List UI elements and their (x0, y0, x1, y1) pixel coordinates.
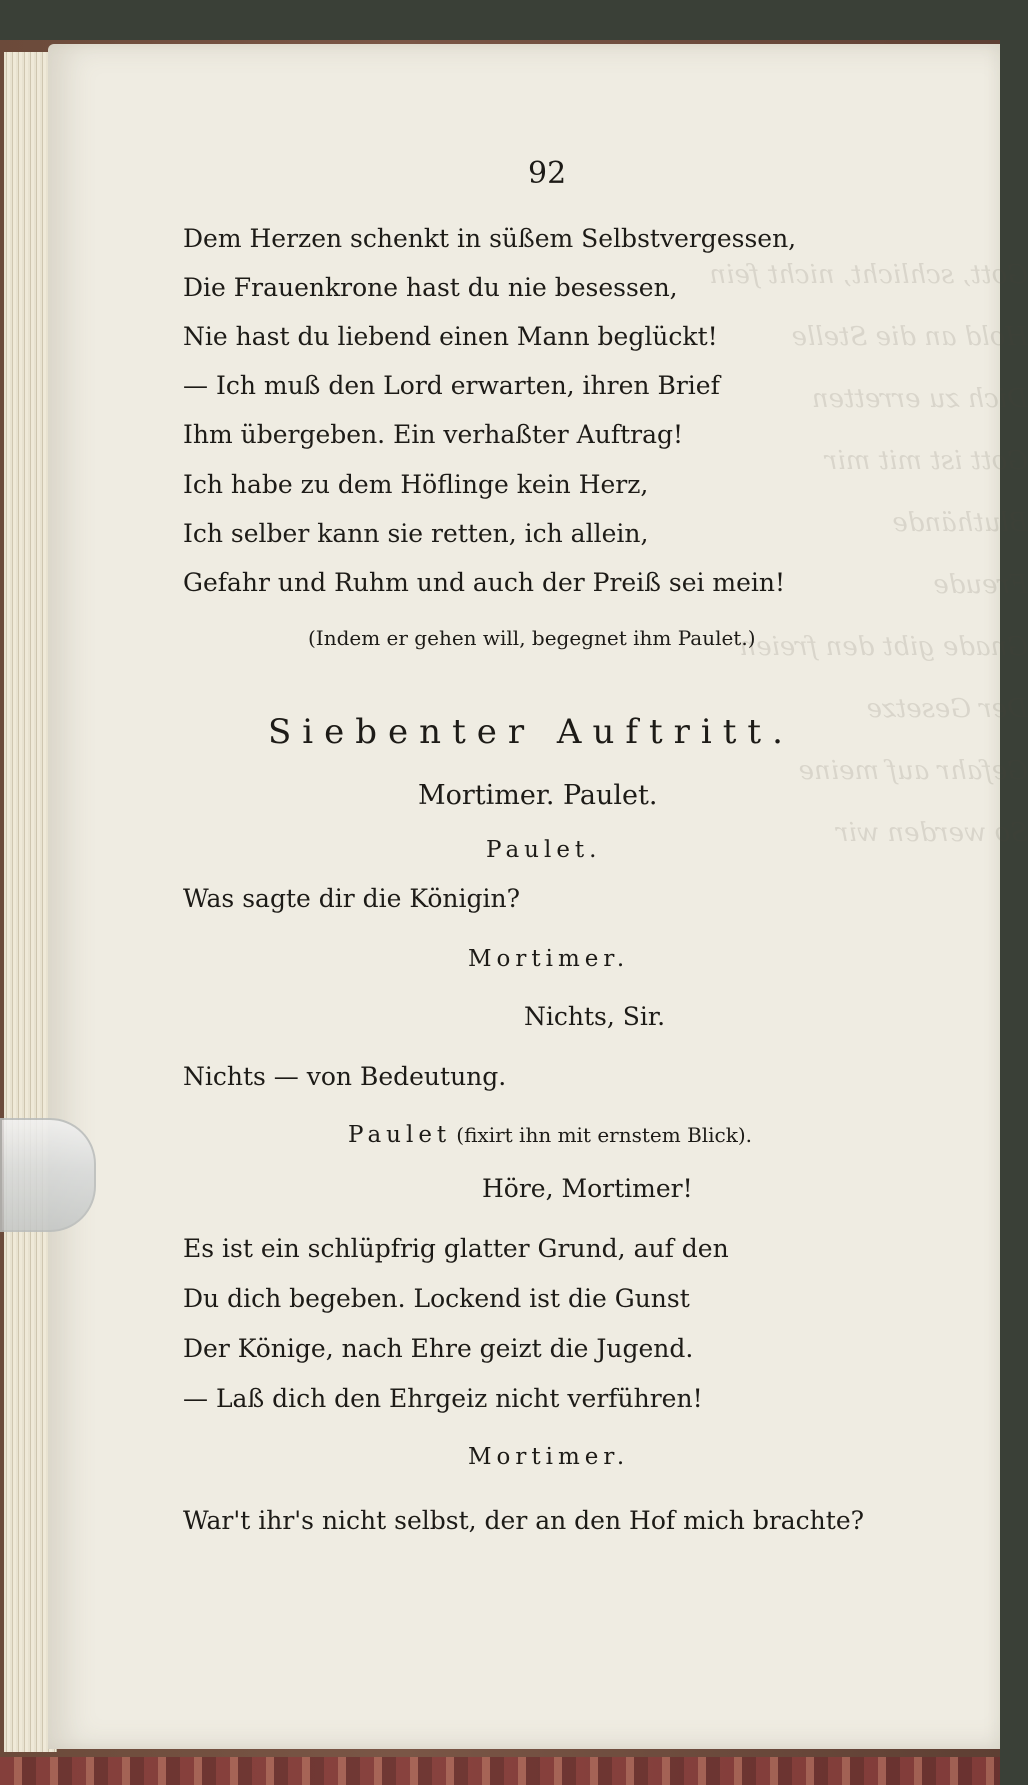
dialogue-line: Höre, Mortimer! (482, 1174, 693, 1203)
book-page (48, 44, 1028, 1749)
page-number: 92 (528, 156, 567, 191)
stage-direction: (Indem er gehen will, begegnet ihm Paulet.) (308, 626, 756, 650)
verse-line: Der Könige, nach Ehre geizt die Jugend. (183, 1334, 694, 1363)
verse-line: Du dich begeben. Lockend ist die Gunst (183, 1284, 690, 1313)
verse-line: Nie hast du liebend einen Mann beglückt! (183, 322, 718, 351)
verse-line: Ihm übergeben. Ein verhaßter Auftrag! (183, 420, 684, 449)
bleed-through-text: Gott, schlicht, nicht fein Hold an die Stelle Dich zu erretten Gott ist mit mir Bluthände Freude Gnade gibt den freien Der Gesetze Gefahr auf meine So werden wir (709, 260, 1028, 848)
speaker-name: Paulet. (486, 837, 602, 863)
verse-line: Ich selber kann sie retten, ich allein, (183, 519, 649, 548)
verse-line: Die Frauenkrone hast du nie besessen, (183, 273, 678, 302)
verse-line: Es ist ein schlüpfrig glatter Grund, auf den (183, 1234, 729, 1263)
speaker-name: Paulet (348, 1122, 452, 1148)
stage-direction: (fixirt ihn mit ernstem Blick). (456, 1123, 753, 1147)
verse-line: Ich habe zu dem Höflinge kein Herz, (183, 470, 649, 499)
speaker-name: Mortimer. (468, 946, 630, 972)
scene-heading: Siebenter Auftritt. (268, 712, 794, 752)
cover-pattern (0, 1757, 1000, 1785)
verse-line: Dem Herzen schenkt in süßem Selbstvergessen, (183, 224, 797, 253)
dialogue-line: Was sagte dir die Königin? (183, 884, 521, 913)
dialogue-line: Nichts, Sir. (524, 1002, 666, 1031)
verse-line: — Ich muß den Lord erwarten, ihren Brief (183, 371, 720, 400)
speaker-with-direction (348, 1122, 752, 1148)
verse-line: Gefahr und Ruhm und auch der Preiß sei mein! (183, 568, 786, 597)
verse-line: — Laß dich den Ehrgeiz nicht verführen! (183, 1384, 703, 1413)
dialogue-line: War't ihr's nicht selbst, der an den Hof mich brachte? (183, 1506, 865, 1535)
speaker-name: Mortimer. (468, 1444, 630, 1470)
dialogue-line: Nichts — von Bedeutung. (183, 1062, 507, 1091)
character-list: Mortimer. Paulet. (418, 780, 658, 811)
page-clip (0, 1118, 96, 1232)
